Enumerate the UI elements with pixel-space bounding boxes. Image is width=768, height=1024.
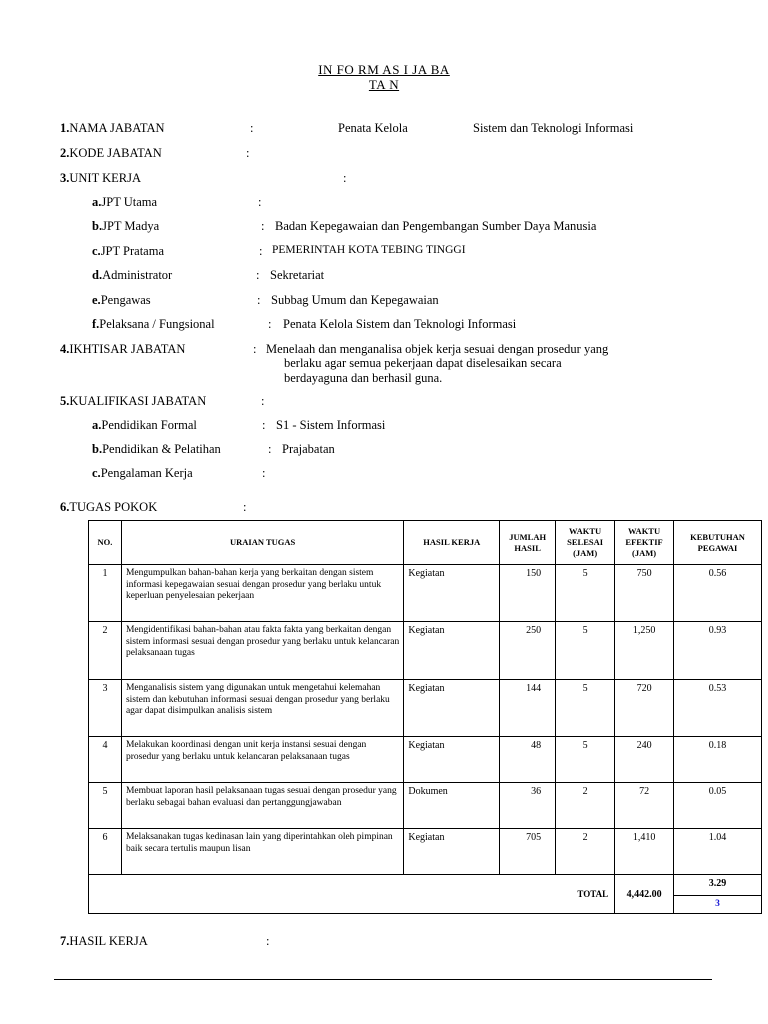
field-pelaksana: f.Pelaksana / Fungsional [92,317,215,331]
field-number: 1. [60,121,70,135]
cell-hasil: Kegiatan [404,622,500,680]
field-value: S1 - Sistem Informasi [276,418,386,432]
cell-uraian: Mengidentifikasi bahan-bahan atau fakta fakta yang berkaitan dengan sistem informasi sesuai dengan prosedur yang berlaku untuk kelancaran pelaksanaan tugas [121,622,403,680]
cell-jumlah: 150 [500,565,556,622]
cell-waktu-selesai: 5 [556,565,615,622]
header-no: NO. [89,521,122,565]
field-value: Badan Kepegawaian dan Pengembangan Sumber Daya Manusia [275,219,597,233]
total-kebutuhan: 3.29 [674,875,762,896]
header-jumlah: JUMLAH HASIL [500,521,556,565]
total-efektif: 4,442.00 [615,875,674,914]
field-number: 3. [60,171,70,185]
cell-waktu-selesai: 5 [556,680,615,737]
cell-waktu-selesai: 5 [556,622,615,680]
cell-hasil: Kegiatan [404,829,500,875]
field-value: Subbag Umum dan Kepegawaian [271,293,439,307]
cell-waktu-selesai: 2 [556,783,615,829]
field-separator: : [266,934,270,948]
cell-waktu-efektif: 1,250 [615,622,674,680]
field-kualifikasi-jabatan: 5.KUALIFIKASI JABATAN [60,394,207,408]
cell-jumlah: 144 [500,680,556,737]
cell-uraian: Membuat laporan hasil pelaksanaan tugas sesuai dengan prosedur yang berlaku sebagai bahan evaluasi dan pertanggungjawaban [121,783,403,829]
field-administrator: d.Administrator [92,268,173,282]
field-separator: : [262,466,266,480]
header-waktu-selesai: WAKTU SELESAI (JAM) [556,521,615,565]
total-row [89,875,762,896]
header-hasil: HASIL KERJA [404,521,500,565]
table-header-row [89,521,762,565]
cell-waktu-efektif: 240 [615,737,674,783]
field-hasil-kerja: 7.HASIL KERJA [60,934,148,948]
cell-waktu-efektif: 750 [615,565,674,622]
cell-jumlah: 705 [500,829,556,875]
field-separator: : [262,418,266,432]
cell-waktu-selesai: 5 [556,737,615,783]
table-row [89,737,762,783]
cell-uraian: Menganalisis sistem yang digunakan untuk mengetahui kelemahan sistem dan kebutuhan informasi sesuai dengan prosedur yang berlaku agar dapat disimpulkan analisis sistem [121,680,403,737]
cell-uraian: Melaksanakan tugas kedinasan lain yang diperintahkan oleh pimpinan baik secara tertulis maupun lisan [121,829,403,875]
cell-kebutuhan: 1.04 [674,829,762,875]
field-pendidikan-formal: a.Pendidikan Formal [92,418,197,432]
cell-kebutuhan: 0.18 [674,737,762,783]
cell-jumlah: 36 [500,783,556,829]
field-tugas-pokok: 6.TUGAS POKOK [60,500,158,514]
cell-kebutuhan: 0.93 [674,622,762,680]
ikhtisar-line1: Menelaah dan menganalisa objek kerja sesuai dengan prosedur yang [266,342,609,356]
cell-kebutuhan: 0.56 [674,565,762,622]
ikhtisar-line2: berlaku agar semua pekerjaan dapat diselesaikan secara [284,356,562,370]
field-jpt-utama: a.JPT Utama [92,195,158,209]
table-row [89,829,762,875]
cell-no: 4 [89,737,122,783]
field-separator: : [246,146,250,160]
field-separator: : [250,121,254,135]
cell-jumlah: 48 [500,737,556,783]
field-separator: : [343,171,347,185]
cell-no: 3 [89,680,122,737]
cell-no: 5 [89,783,122,829]
field-pengawas: e.Pengawas [92,293,151,307]
document-title-line1: IN FO RM AS I JA BA [318,62,450,77]
field-value: Penata Kelola Sistem dan Teknologi Informasi [283,317,517,331]
field-pendidikan-pelatihan: b.Pendidikan & Pelatihan [92,442,221,456]
field-unit-kerja [60,171,141,186]
field-value: Prajabatan [282,442,335,456]
cell-uraian: Mengumpulkan bahan-bahan kerja yang berkaitan dengan sistem informasi kepegawaian sesuai dengan prosedur yang berlaku untuk keperluan penyelesaian pekerjaan [121,565,403,622]
cell-uraian: Melakukan koordinasi dengan unit kerja instansi sesuai dengan prosedur yang berlaku untuk kelancaran pelaksanaan tugas [121,737,403,783]
field-separator: : [253,342,257,356]
header-waktu-efektif: WAKTU EFEKTIF (JAM) [615,521,674,565]
field-separator: : [259,244,263,258]
cell-waktu-selesai: 2 [556,829,615,875]
table-row [89,680,762,737]
field-label: UNIT KERJA [69,171,142,185]
table-row [89,565,762,622]
field-separator: : [243,500,247,514]
footer-divider [54,979,712,980]
cell-no: 6 [89,829,122,875]
cell-hasil: Kegiatan [404,737,500,783]
cell-jumlah: 250 [500,622,556,680]
cell-waktu-efektif: 72 [615,783,674,829]
field-value: Penata Kelola [338,121,408,135]
cell-no: 2 [89,622,122,680]
header-kebutuhan: KEBUTUHAN PEGAWAI [674,521,762,565]
field-jpt-madya: b.JPT Madya [92,219,160,233]
cell-no: 1 [89,565,122,622]
field-separator: : [257,293,261,307]
field-label: NAMA JABATAN [69,121,165,135]
field-jpt-pratama: c.JPT Pratama [92,244,164,258]
field-nama-jabatan [60,121,165,136]
field-kode-jabatan [60,146,162,161]
cell-waktu-efektif: 720 [615,680,674,737]
header-uraian: URAIAN TUGAS [121,521,403,565]
cell-waktu-efektif: 1,410 [615,829,674,875]
field-separator: : [258,195,262,209]
field-separator: : [261,394,265,408]
field-separator: : [261,219,265,233]
ikhtisar-line3: berdayaguna dan berhasil guna. [284,371,443,385]
field-value: Sekretariat [270,268,325,282]
field-separator: : [256,268,260,282]
cell-hasil: Dokumen [404,783,500,829]
cell-kebutuhan: 0.05 [674,783,762,829]
tugas-table [88,520,762,914]
field-value: Sistem dan Teknologi Informasi [473,121,634,135]
field-label: KODE JABATAN [69,146,162,160]
table-row [89,783,762,829]
field-separator: : [268,442,272,456]
cell-kebutuhan: 0.53 [674,680,762,737]
field-pengalaman-kerja: c.Pengalaman Kerja [92,466,193,480]
total-rounded: 3 [674,896,762,914]
table-row [89,622,762,680]
field-number: 2. [60,146,70,160]
field-separator: : [268,317,272,331]
field-ikhtisar-jabatan: 4.IKHTISAR JABATAN [60,342,186,356]
cell-hasil: Kegiatan [404,680,500,737]
cell-hasil: Kegiatan [404,565,500,622]
total-label: TOTAL [89,875,615,914]
field-value: PEMERINTAH KOTA TEBING TINGGI [272,244,466,256]
document-title-line2: TA N [368,77,400,92]
